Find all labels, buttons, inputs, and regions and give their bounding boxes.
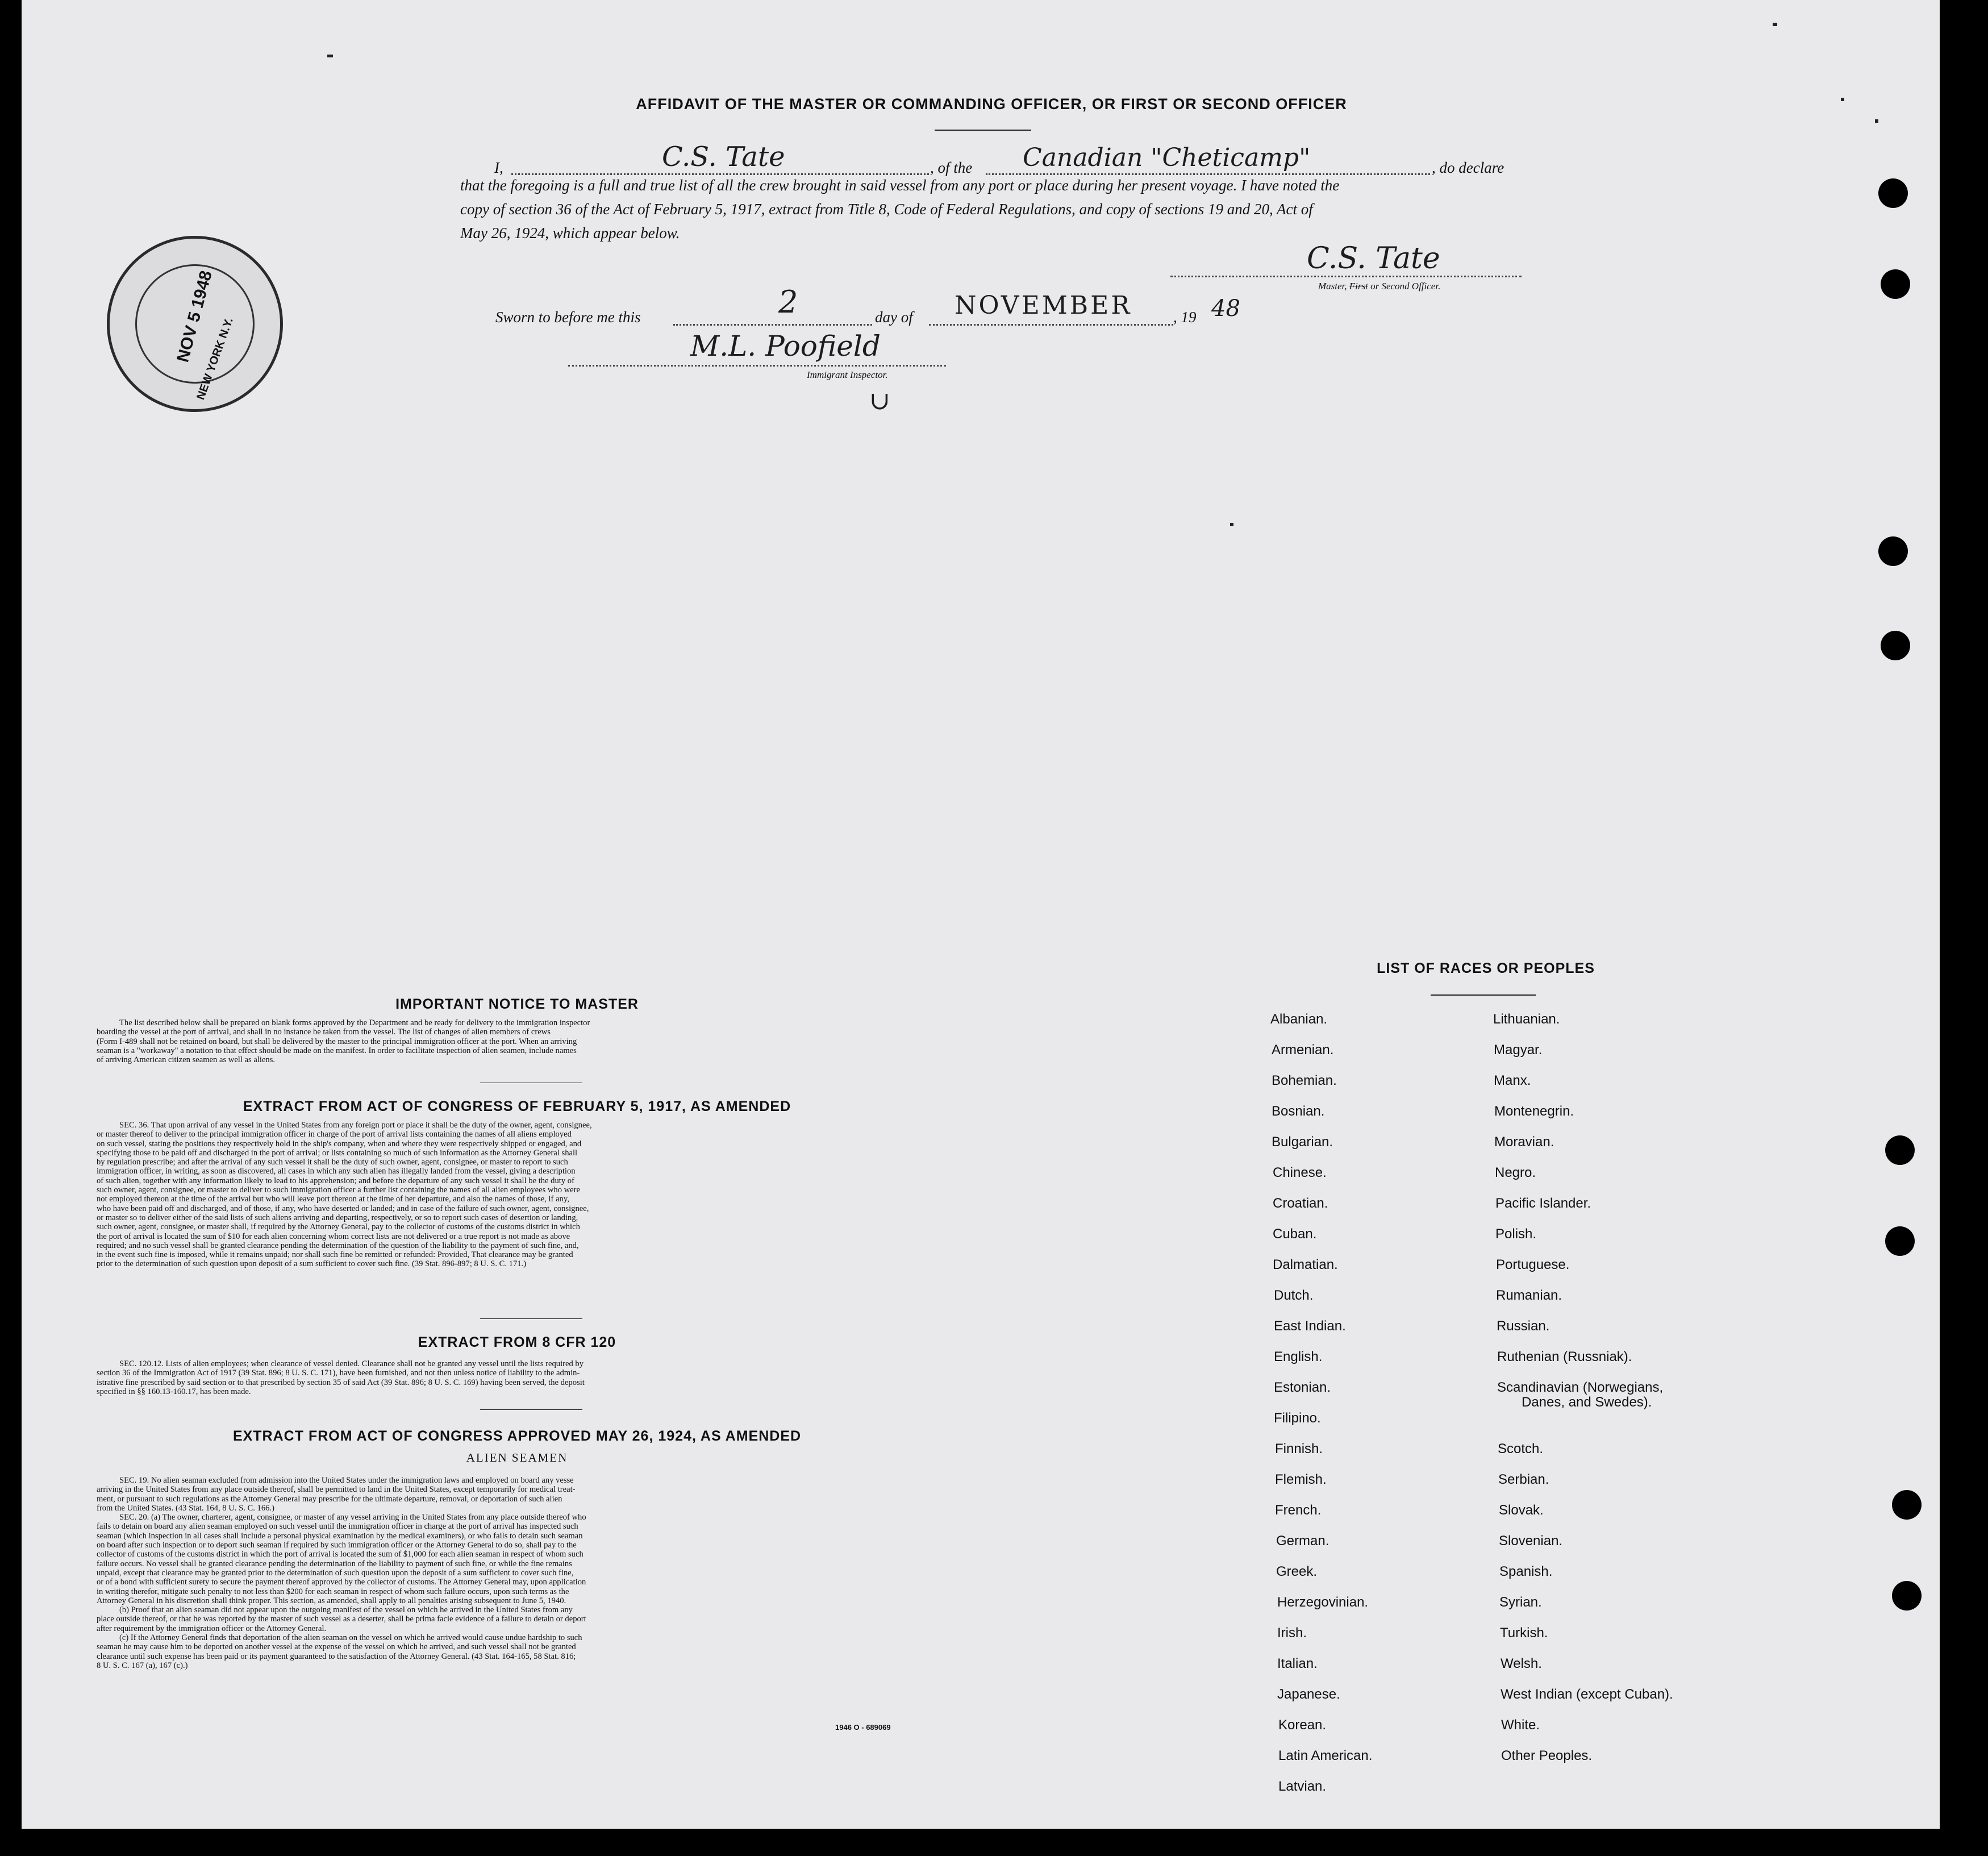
extract-1924-line: on board after such inspection or to deport such seaman if required by such immigration officer or the Attorney General to do so, shall pay to the bbox=[97, 1541, 577, 1550]
race-item: Finnish. bbox=[1275, 1441, 1323, 1456]
extract-1924-title: EXTRACT FROM ACT OF CONGRESS APPROVED MAY 26, 1924, AS AMENDED bbox=[232, 1428, 802, 1444]
race-item: Bulgarian. bbox=[1272, 1134, 1333, 1150]
month-blank bbox=[929, 324, 1173, 326]
extract-1924-line: SEC. 19. No alien seaman excluded from admission into the United States under the immigration laws and employed on board any vesse bbox=[119, 1476, 574, 1485]
binder-hole bbox=[1885, 1135, 1915, 1165]
race-item: Other Peoples. bbox=[1501, 1748, 1593, 1763]
binder-hole bbox=[1878, 536, 1908, 566]
notice-line: (Form I-489 shall not be retained on board, but shall be delivered by the master to the principal immigration officer at the port. When an arriving bbox=[97, 1037, 577, 1046]
extract-1924-line: place outside thereof, or that he was reported by the master of such vessel as a deserter, shall be prima facie evidence of a failure to detain or deport bbox=[97, 1614, 586, 1624]
master-name-handwritten: C.S. Tate bbox=[662, 141, 785, 173]
declaration-line: copy of section 36 of the Act of February 5, 1917, extract from Title 8, Code of Federal Regulations, and copy of sections 19 and 20, Act of bbox=[460, 201, 1313, 218]
race-item: Manx. bbox=[1494, 1073, 1531, 1088]
extract-1924-line: unpaid, except that clearance may be granted prior to the determination of such question upon the deposit of a sum sufficient to cover such fine, bbox=[97, 1568, 574, 1578]
extract-1924-line: from the United States. (43 Stat. 164, 8 U. S. C. 166.) bbox=[97, 1503, 274, 1513]
extract-1924-line: in writing therefor, mitigate such penalty to not less than $200 for each seaman in respect of whom such failure occurs, upon such terms as the bbox=[97, 1587, 569, 1596]
speck bbox=[1841, 98, 1844, 101]
extract-1924-line: after requirement by the immigration officer or the Attorney General. bbox=[97, 1624, 327, 1633]
race-item: Italian. bbox=[1277, 1656, 1318, 1671]
declaration-line: that the foregoing is a full and true list of all the crew brought in said vessel from any port or place during her present voyage. I have noted the bbox=[460, 177, 1340, 194]
race-item: Bosnian. bbox=[1272, 1104, 1325, 1119]
month-handwritten: NOVEMBER bbox=[955, 291, 1132, 320]
race-item: Moravian. bbox=[1494, 1134, 1554, 1150]
day-of-label: day of bbox=[875, 309, 913, 326]
extract-cfr-title: EXTRACT FROM 8 CFR 120 bbox=[418, 1334, 616, 1350]
race-item: Filipino. bbox=[1274, 1410, 1321, 1426]
extract-1917-line: who have been paid off and discharged, and of those, if any, who have deserted or landed; and in case of the failure of such owner, agent, consignee, bbox=[97, 1204, 589, 1213]
year-prefix: , 19 bbox=[1173, 309, 1197, 326]
extract-1924-line: fails to detain on board any alien seaman employed on such vessel until the immigration officer in charge at the port of arrival has inspected such bbox=[97, 1522, 578, 1532]
extract-cfr-body bbox=[97, 1359, 926, 1396]
extract-1924-line: ment, or pursuant to such regulations as the Attorney General may prescribe for the ultimate departure, removal, or deportation of such alien bbox=[97, 1494, 562, 1504]
extract-1924-line: failure occurs. No vessel shall be granted clearance pending the determination of the liability to payment of such fine, or while the fine remains bbox=[97, 1559, 572, 1568]
speck bbox=[1230, 523, 1233, 526]
race-item: Spanish. bbox=[1499, 1564, 1553, 1579]
binder-hole bbox=[1885, 1226, 1915, 1256]
extract-1917-line: or master thereof to deliver to the principal immigration officer in charge of the port of arrival lists containing the names of all aliens employed bbox=[97, 1130, 572, 1139]
extract-1917-line: by regulation prescribe; and after the arrival of any such vessel it shall be the duty of such owner, agent, consignee, or master to report to such bbox=[97, 1158, 568, 1167]
race-item: Syrian. bbox=[1499, 1595, 1542, 1610]
binder-hole bbox=[1881, 631, 1910, 660]
race-item: German. bbox=[1276, 1533, 1329, 1549]
race-item: Dalmatian. bbox=[1273, 1257, 1338, 1272]
race-item: Armenian. bbox=[1272, 1042, 1334, 1058]
caption-rest: or Second Officer. bbox=[1370, 281, 1441, 292]
race-item: White. bbox=[1501, 1717, 1540, 1733]
extract-1917-line: not employed thereon at the time of the arrival but who will leave port thereon at the time of her departure, and also the names of those, if any, bbox=[97, 1195, 569, 1204]
extract-cfr-line: SEC. 120.12. Lists of alien employees; when clearance of vessel denied. Clearance shall not be granted any vessel until the lists required by bbox=[119, 1359, 584, 1368]
extract-1924-body bbox=[97, 1476, 926, 1670]
day-handwritten: 2 bbox=[778, 284, 798, 320]
race-item: Serbian. bbox=[1498, 1472, 1549, 1487]
sworn-label: Sworn to before me this bbox=[495, 309, 641, 326]
notice-line: boarding the vessel at the port of arrival, and shall in no instance be taken from the vessel. The list of changes of alien members of crews bbox=[97, 1027, 551, 1037]
declaration-line: May 26, 1924, which appear below. bbox=[460, 224, 680, 242]
race-item: French. bbox=[1275, 1503, 1322, 1518]
extract-1917-line: such owner, agent, consignee, or master shall, if required by the Attorney General, pay to the collector of customs of the customs district in which bbox=[97, 1222, 580, 1232]
vessel-name-handwritten: Canadian "Cheticamp" bbox=[1023, 143, 1311, 172]
day-blank bbox=[673, 324, 872, 326]
signature-blank bbox=[1170, 276, 1522, 277]
extract-1917-line: in the event such fine is imposed, while it remains unpaid; nor shall such fine be remitted or refunded: Provided, That clearance may be granted bbox=[97, 1250, 573, 1260]
extract-1924-line: SEC. 20. (a) The owner, charterer, agent, consignee, or master of any vessel arriving in the United States from any place outside thereof who bbox=[119, 1513, 586, 1522]
race-item: English. bbox=[1274, 1349, 1323, 1364]
extract-1917-body bbox=[97, 1121, 926, 1269]
notice-line: The list described below shall be prepared on blank forms approved by the Department and be ready for delivery to the immigration inspector bbox=[119, 1018, 590, 1027]
extract-1917-line: SEC. 36. That upon arrival of any vessel in the United States from any foreign port or place it shall be the duty of the owner, agent, consignee, bbox=[119, 1121, 592, 1130]
extract-1924-subtitle: ALIEN SEAMEN bbox=[466, 1451, 568, 1464]
immigration-stamp bbox=[107, 236, 283, 412]
extract-cfr-line: istrative fine prescribed by said section or to that prescribed by section 35 of said Act (39 Stat. 896; 8 U. S. C. 169) having been served, the deposit bbox=[97, 1378, 585, 1387]
extract-1917-title: EXTRACT FROM ACT OF CONGRESS OF FEBRUARY 5, 1917, AS AMENDED bbox=[243, 1098, 791, 1114]
binder-hole bbox=[1892, 1490, 1922, 1520]
binder-hole bbox=[1878, 178, 1908, 208]
extract-1917-line: prior to the determination of such question upon deposit of a sum sufficient to cover such fine. (39 Stat. 896-897; 8 U. S. C. 171.) bbox=[97, 1259, 527, 1269]
race-item: Irish. bbox=[1277, 1625, 1307, 1641]
races-title-underline bbox=[1431, 994, 1536, 996]
race-item: Scandinavian (Norwegians, bbox=[1497, 1380, 1664, 1395]
section-divider bbox=[480, 1409, 582, 1410]
extract-1917-line: or master so to deliver either of the said lists of such aliens arriving and departing, respectively, or so to report such cases of desertion or landing, bbox=[97, 1213, 578, 1222]
caption-master: Master, bbox=[1318, 281, 1347, 292]
extract-1917-line: on such vessel, stating the positions they respectively hold in the ship's company, when and where they were respectively shipped or engaged, and bbox=[97, 1139, 582, 1148]
inspector-blank bbox=[568, 365, 946, 367]
race-item: Bohemian. bbox=[1272, 1073, 1337, 1088]
i-label: I, bbox=[494, 159, 503, 176]
do-declare-label: , do declare bbox=[1432, 159, 1504, 176]
extract-1924-line: seaman (which inspection in all cases shall include a personal physical examination by the medical examiners), or who fails to detain such seaman bbox=[97, 1531, 583, 1541]
caption-struck: First bbox=[1349, 281, 1368, 292]
extract-1924-line: (c) If the Attorney General finds that deportation of the alien seaman on the vessel on which he arrived would cause undue hardship to such bbox=[119, 1633, 582, 1643]
race-item: Chinese. bbox=[1273, 1165, 1327, 1180]
race-item: Pacific Islander. bbox=[1495, 1196, 1591, 1211]
extract-1924-line: seaman he may cause him to be deported on another vessel at the expense of the vessel on which he arrived, and such vessel shall not be granted bbox=[97, 1642, 576, 1652]
race-item: Slovenian. bbox=[1499, 1533, 1563, 1549]
master-signature-handwritten: C.S. Tate bbox=[1307, 242, 1440, 276]
inspector-signature-handwritten: M.L. Poofield bbox=[690, 330, 881, 363]
extract-1917-line: required; and no such vessel shall be granted clearance pending the determination of the question of the liability to the payment of such fine, and, bbox=[97, 1241, 579, 1250]
race-item: Flemish. bbox=[1275, 1472, 1327, 1487]
print-code: 1946 O - 689069 bbox=[835, 1723, 891, 1732]
race-item: Herzegovinian. bbox=[1277, 1595, 1369, 1610]
race-item: Negro. bbox=[1495, 1165, 1536, 1180]
extract-1917-line: such owner, agent, consignee, or master to deliver to such immigration officer a further list containing the names of all alien employees who were bbox=[97, 1185, 580, 1195]
race-item: Lithuanian. bbox=[1493, 1012, 1560, 1027]
extract-1917-line: the port of arrival is located the sum of $10 for each alien concerning whom correct lists are not delivered or a true report is not made as above bbox=[97, 1231, 570, 1241]
notice-line: of arriving American citizen seamen as well as aliens. bbox=[97, 1055, 276, 1065]
race-item: Slovak. bbox=[1499, 1503, 1544, 1518]
race-item: Korean. bbox=[1278, 1717, 1327, 1733]
speck bbox=[1875, 119, 1878, 123]
race-item: Latin American. bbox=[1278, 1748, 1373, 1763]
extract-1924-line: collector of customs of the customs district in which the port of arrival is located the sum of $1,000 for each alien seaman in respect of whom such bbox=[97, 1550, 584, 1559]
binder-hole bbox=[1881, 269, 1910, 299]
extract-1917-line: of such alien, together with any information likely to lead to his apprehension; and before the departure of any such vessel it shall be the duty of bbox=[97, 1176, 574, 1185]
affidavit-title: AFFIDAVIT OF THE MASTER OR COMMANDING OFFICER, OR FIRST OR SECOND OFFICER bbox=[636, 95, 1347, 113]
extract-1924-line: or of a bond with sufficient surety to secure the payment thereof approved by the collector of customs. The Attorney General may, upon application bbox=[97, 1578, 586, 1587]
race-item: Greek. bbox=[1276, 1564, 1318, 1579]
race-item: Estonian. bbox=[1274, 1380, 1331, 1395]
signature-caption bbox=[1318, 281, 1440, 292]
extract-1917-line: specifying those to be paid off and discharged in the port of arrival; or lists containing so much of such information as the Attorney General shall bbox=[97, 1148, 578, 1158]
race-item: Welsh. bbox=[1501, 1656, 1542, 1671]
notice-body bbox=[97, 1018, 926, 1064]
stamp-date: NOV 5 1948 bbox=[173, 268, 216, 364]
section-divider bbox=[480, 1318, 582, 1319]
race-item: East Indian. bbox=[1274, 1318, 1346, 1334]
extract-1917-line: immigration officer, in writing, as soon as discovered, all cases in which any such alien has illegally landed from the vessel, giving a description bbox=[97, 1167, 576, 1176]
race-item: Cuban. bbox=[1273, 1226, 1317, 1242]
of-the-label: , of the bbox=[930, 159, 973, 176]
race-item: Magyar. bbox=[1494, 1042, 1543, 1058]
pen-mark: ∪ bbox=[869, 386, 890, 415]
race-item: Albanian. bbox=[1270, 1012, 1328, 1027]
notice-title: IMPORTANT NOTICE TO MASTER bbox=[395, 996, 639, 1012]
year-handwritten: 48 bbox=[1211, 296, 1240, 322]
race-item: Latvian. bbox=[1278, 1779, 1327, 1794]
races-title: LIST OF RACES OR PEOPLES bbox=[1377, 960, 1595, 976]
race-item: Portuguese. bbox=[1496, 1257, 1570, 1272]
race-item: Rumanian. bbox=[1496, 1288, 1562, 1303]
race-item: Danes, and Swedes). bbox=[1522, 1395, 1652, 1410]
race-item: Polish. bbox=[1495, 1226, 1537, 1242]
title-underline bbox=[935, 130, 1031, 131]
extract-1924-line: arriving in the United States from any place outside thereof, shall be permitted to land in the United States, except temporarily for medical treat- bbox=[97, 1485, 576, 1495]
race-item: West Indian (except Cuban). bbox=[1501, 1687, 1673, 1702]
race-item: Japanese. bbox=[1277, 1687, 1340, 1702]
speck bbox=[1773, 23, 1777, 26]
race-item: Montenegrin. bbox=[1494, 1104, 1574, 1119]
extract-1924-line: Attorney General in his discretion shall think proper. This section, as amended, shall apply to all penalties arising subsequent to June 5, 1940. bbox=[97, 1596, 566, 1605]
notice-line: seaman is a "workaway" a notation to that effect should be made on the manifest. In order to facilitate inspection of alien seamen, include names bbox=[97, 1046, 577, 1055]
stamp-city: NEW YORK N.Y. bbox=[194, 316, 236, 402]
race-item: Croatian. bbox=[1273, 1196, 1328, 1211]
binder-hole bbox=[1892, 1581, 1922, 1611]
race-item: Russian. bbox=[1497, 1318, 1550, 1334]
speck bbox=[327, 55, 333, 57]
extract-1924-line: (b) Proof that an alien seaman did not appear upon the outgoing manifest of the vessel on which he arrived in the United States from any bbox=[119, 1605, 573, 1615]
race-item: Scotch. bbox=[1498, 1441, 1544, 1456]
extract-cfr-line: section 36 of the Immigration Act of 1917 (39 Stat. 896; 8 U. S. C. 171), have been furnished, and not then unless notice of liability to the admin- bbox=[97, 1368, 580, 1378]
extract-cfr-line: specified in §§ 160.13-160.17, has been made. bbox=[97, 1387, 251, 1396]
race-item: Ruthenian (Russniak). bbox=[1497, 1349, 1632, 1364]
extract-1924-line: 8 U. S. C. 167 (a), 167 (c).) bbox=[97, 1661, 188, 1670]
extract-1924-line: clearance until such expense has been paid or its payment guaranteed to the satisfaction of the Attorney General. (43 Stat. 164-165, 58 Stat. 816; bbox=[97, 1651, 576, 1661]
declaration-text bbox=[460, 173, 1523, 245]
race-item: Dutch. bbox=[1274, 1288, 1314, 1303]
inspector-caption: Immigrant Inspector. bbox=[807, 369, 888, 380]
race-item: Turkish. bbox=[1500, 1625, 1548, 1641]
